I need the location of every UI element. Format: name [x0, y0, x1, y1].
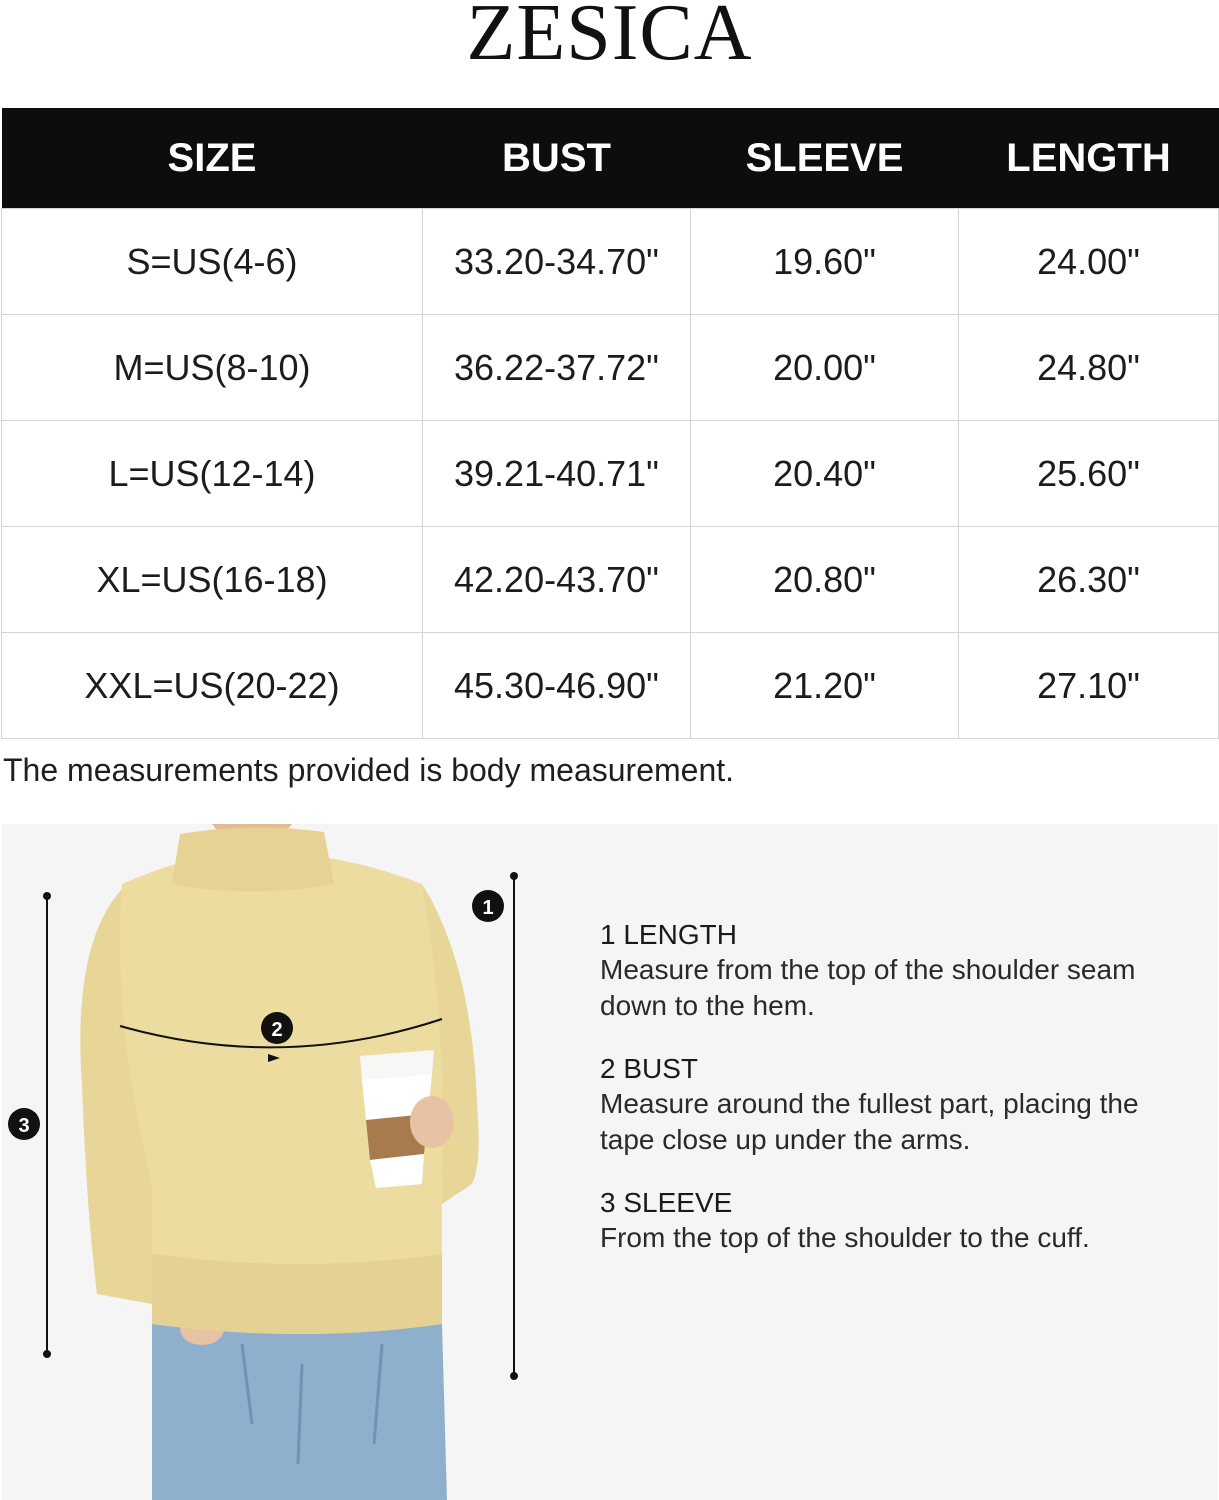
instruction-text: Measure from the top of the shoulder seam down to the hem. [600, 954, 1136, 1021]
header-sleeve: SLEEVE [691, 108, 959, 209]
instruction-text: Measure around the fullest part, placing the tape close up under the arms. [600, 1088, 1139, 1155]
cell-sleeve: 21.20" [691, 633, 959, 739]
marker-2 [261, 1012, 293, 1044]
table-row [2, 315, 1219, 421]
size-chart-table [1, 108, 1219, 739]
header-size: SIZE [2, 108, 423, 209]
header-length: LENGTH [959, 108, 1219, 209]
cell-sleeve: 19.60" [691, 209, 959, 315]
turtleneck-illustration [172, 827, 334, 891]
svg-text:3: 3 [18, 1115, 30, 1137]
cell-size: XXL=US(20-22) [2, 633, 423, 739]
instruction-length [600, 918, 1200, 1024]
cell-size: M=US(8-10) [2, 315, 423, 421]
svg-text:2: 2 [271, 1019, 283, 1041]
cell-length: 24.80" [959, 315, 1219, 421]
instruction-title: 2 BUST [600, 1053, 699, 1084]
table-header-row [2, 108, 1219, 209]
cell-size: XL=US(16-18) [2, 527, 423, 633]
brand-logo: ZESICA [466, 0, 753, 77]
measurement-guide-panel [2, 824, 1218, 1500]
instruction-title: 1 LENGTH [600, 919, 737, 950]
cell-bust: 39.21-40.71" [423, 421, 691, 527]
instruction-text: From the top of the shoulder to the cuff. [600, 1222, 1090, 1253]
cell-bust: 33.20-34.70" [423, 209, 691, 315]
cell-bust: 36.22-37.72" [423, 315, 691, 421]
cell-length: 25.60" [959, 421, 1219, 527]
cell-bust: 42.20-43.70" [423, 527, 691, 633]
instruction-sleeve [600, 1186, 1200, 1256]
marker-3 [8, 1108, 40, 1140]
table-row [2, 527, 1219, 633]
table-row [2, 421, 1219, 527]
instruction-bust [600, 1052, 1200, 1158]
cell-sleeve: 20.80" [691, 527, 959, 633]
cell-bust: 45.30-46.90" [423, 633, 691, 739]
cell-sleeve: 20.40" [691, 421, 959, 527]
cell-sleeve: 20.00" [691, 315, 959, 421]
measurement-instructions [600, 918, 1200, 1284]
measurement-note: The measurements provided is body measurement. [3, 752, 735, 788]
table-row [2, 209, 1219, 315]
instruction-title: 3 SLEEVE [600, 1187, 733, 1218]
right-hand-illustration [410, 1096, 454, 1148]
cell-size: S=US(4-6) [2, 209, 423, 315]
marker-1 [472, 890, 504, 922]
cell-size: L=US(12-14) [2, 421, 423, 527]
header-bust: BUST [423, 108, 691, 209]
cell-length: 27.10" [959, 633, 1219, 739]
model-illustration [2, 824, 602, 1500]
cell-length: 26.30" [959, 527, 1219, 633]
cell-length: 24.00" [959, 209, 1219, 315]
svg-text:1: 1 [482, 897, 494, 919]
table-row [2, 633, 1219, 739]
